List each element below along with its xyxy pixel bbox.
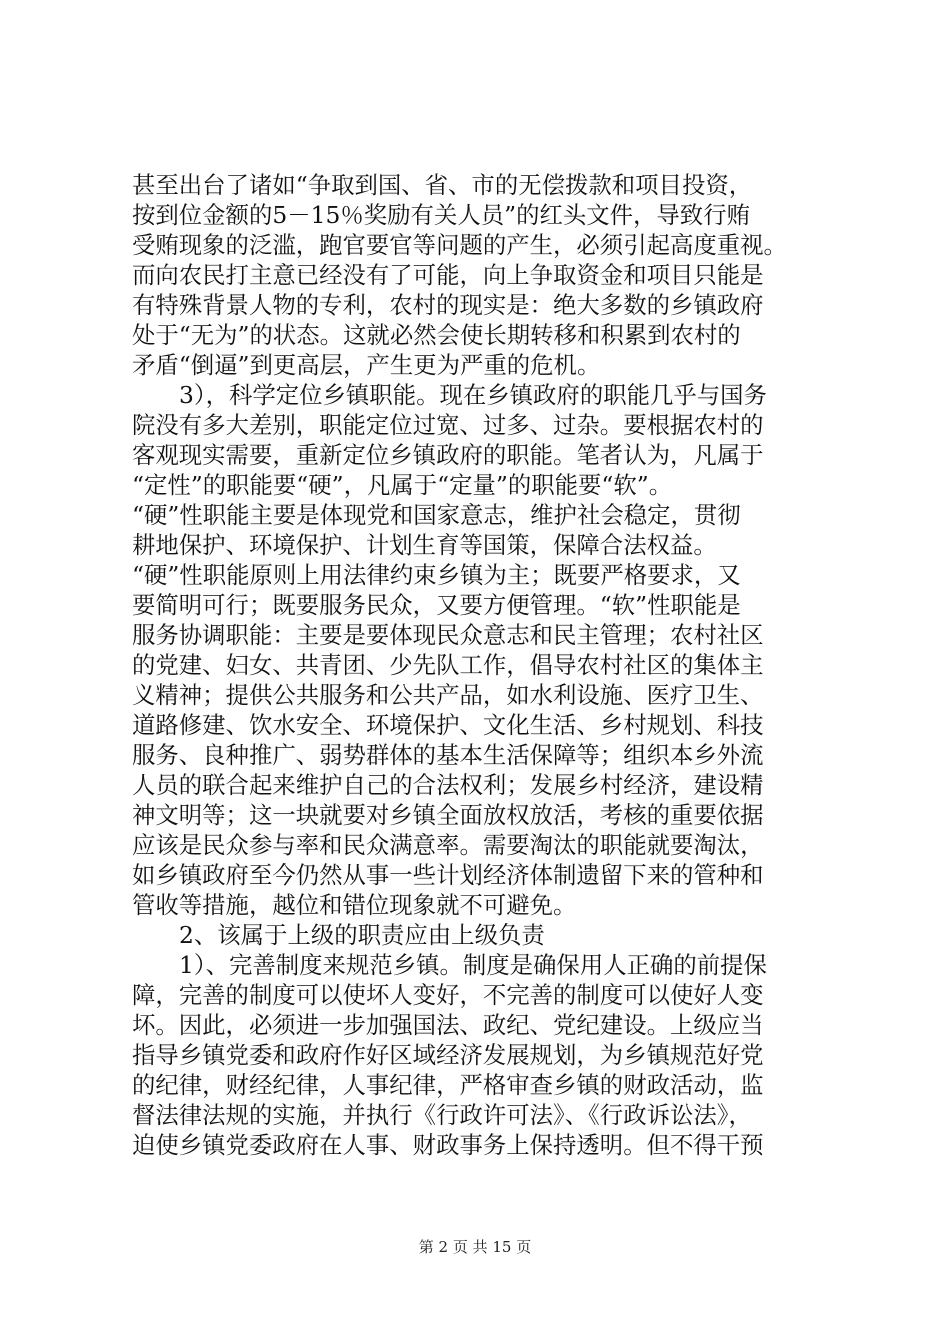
page-footer: 第 2 页 共 15 页 bbox=[418, 1238, 532, 1256]
body-text bbox=[132, 170, 832, 1160]
text-line: 指导乡镇党委和政府作好区域经济发展规划，为乡镇规范好党 bbox=[132, 1041, 764, 1069]
text-line: 按到位金额的5－15％奖励有关人员”的红头文件，导致行贿 bbox=[132, 201, 750, 229]
text-line: 要简明可行；既要服务民众，又要方便管理。“软”性职能是 bbox=[132, 591, 741, 619]
text-line: 道路修建、饮水安全、环境保护、文化生活、乡村规划、科技 bbox=[132, 711, 764, 739]
text-line: 而向农民打主意已经没有了可能，向上争取资金和项目只能是 bbox=[132, 261, 764, 289]
text-line: 应该是民众参与率和民众满意率。需要淘汰的职能就要淘汰， bbox=[132, 831, 764, 859]
text-line: 管收等措施，越位和错位现象就不可避免。 bbox=[132, 891, 577, 919]
text-line: 耕地保护、环境保护、计划生育等国策，保障合法权益。 bbox=[132, 531, 717, 559]
text-line: 服务协调职能：主要是要体现民众意志和民主管理；农村社区 bbox=[132, 621, 764, 649]
text-line: 的纪律，财经纪律，人事纪律，严格审查乡镇的财政活动，监 bbox=[132, 1071, 764, 1099]
text-line: 人员的联合起来维护自己的合法权利；发展乡村经济，建设精 bbox=[132, 771, 764, 799]
text-line: 有特殊背景人物的专利，农村的现实是：绝大多数的乡镇政府 bbox=[132, 291, 764, 319]
text-line: 督法律法规的实施，并执行《行政许可法》、《行政诉讼法》， bbox=[132, 1101, 752, 1129]
text-line: 障，完善的制度可以使坏人变好，不完善的制度可以使好人变 bbox=[132, 981, 764, 1009]
text-line: 服务、良种推广、弱势群体的基本生活保障等；组织本乡外流 bbox=[132, 741, 764, 769]
text-line: 1）、完善制度来规范乡镇。制度是确保用人正确的前提保 bbox=[179, 951, 767, 979]
text-line: 矛盾“倒逼”到更高层，产生更为严重的危机。 bbox=[132, 351, 601, 379]
text-line: 坏。因此，必须进一步加强国法、政纪、党纪建设。上级应当 bbox=[132, 1011, 764, 1039]
text-line: “定性”的职能要“硬”，凡属于“定量”的职能要“软”。 bbox=[132, 471, 673, 499]
text-line: 甚至出台了诸如“争取到国、省、市的无偿拨款和项目投资， bbox=[132, 171, 753, 199]
text-line: “硬”性职能原则上用法律约束乡镇为主；既要严格要求，又 bbox=[132, 561, 741, 589]
text-line: 迫使乡镇党委政府在人事、财政事务上保持透明。但不得干预 bbox=[132, 1131, 764, 1159]
text-line: 如乡镇政府至今仍然从事一些计划经济体制遗留下来的管种和 bbox=[132, 861, 764, 889]
text-line: 受贿现象的泛滥，跑官要官等问题的产生，必须引起高度重视。 bbox=[132, 231, 787, 259]
text-line: 院没有多大差别，职能定位过宽、过多、过杂。要根据农村的 bbox=[132, 411, 764, 439]
text-line: 2、该属于上级的职责应由上级负责 bbox=[179, 921, 545, 949]
text-line: 处于“无为”的状态。这就必然会使长期转移和积累到农村的 bbox=[132, 321, 741, 349]
text-line: 义精神；提供公共服务和公共产品，如水利设施、医疗卫生、 bbox=[132, 681, 764, 709]
text-line: 客观现实需要，重新定位乡镇政府的职能。笔者认为，凡属于 bbox=[132, 441, 764, 469]
text-line: 3），科学定位乡镇职能。现在乡镇政府的职能几乎与国务 bbox=[179, 381, 767, 409]
text-line: 神文明等；这一块就要对乡镇全面放权放活，考核的重要依据 bbox=[132, 801, 764, 829]
text-line: “硬”性职能主要是体现党和国家意志，维护社会稳定，贯彻 bbox=[132, 501, 741, 529]
text-line: 的党建、妇女、共青团、少先队工作，倡导农村社区的集体主 bbox=[132, 651, 764, 679]
